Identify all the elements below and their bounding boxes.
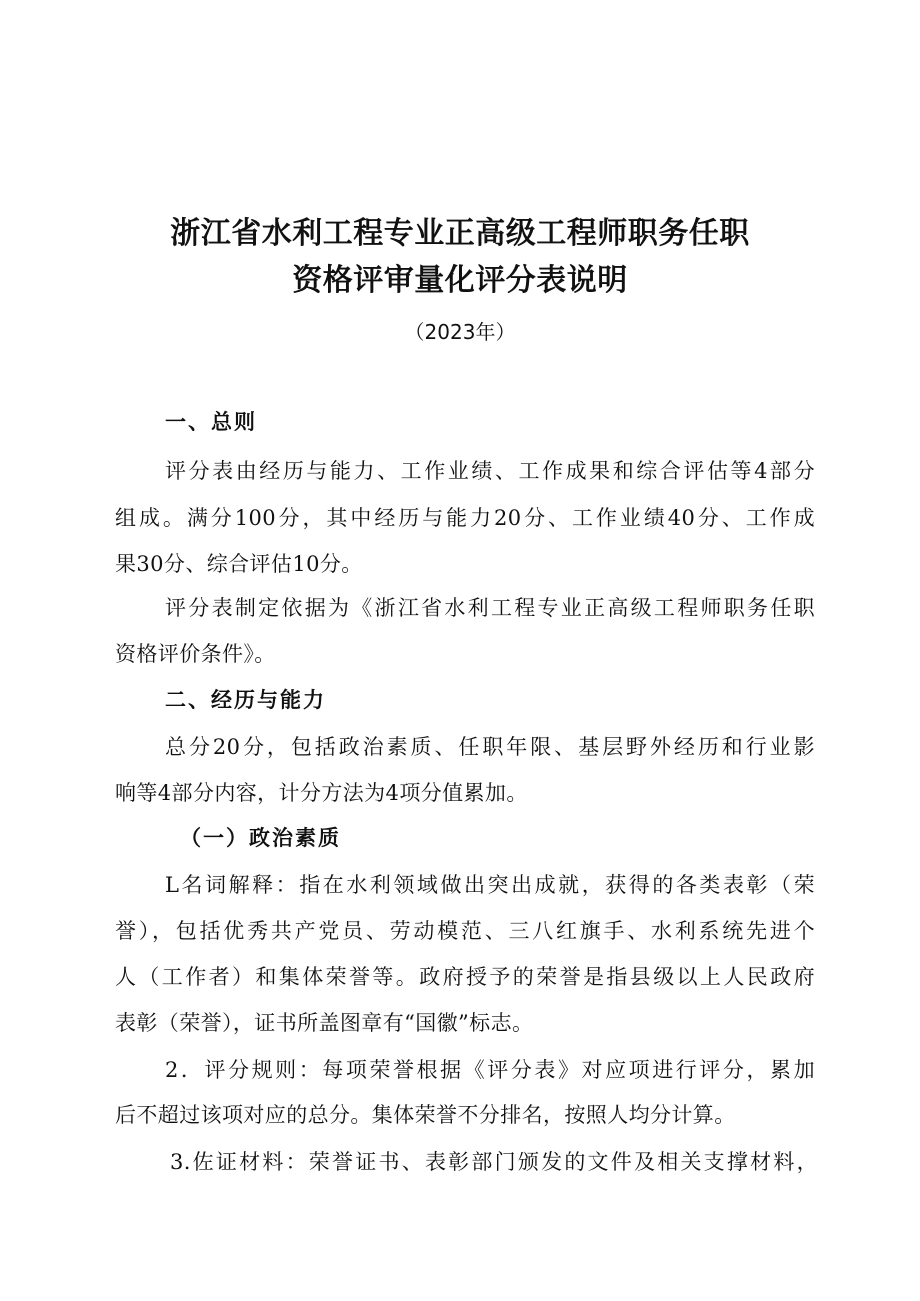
- section-heading-general: 一、总则: [165, 410, 257, 434]
- paragraph-line: 评分表由经历与能力、工作业绩、工作成果和综合评估等4部分: [165, 459, 815, 483]
- paragraph-line: 响等4部分内容，计分方法为4项分值累加。: [115, 781, 528, 805]
- paragraph-line: 3.佐证材料：荣誉证书、表彰部门颁发的文件及相关支撑材料，: [170, 1150, 818, 1174]
- paragraph-line: 誉），包括优秀共产党员、劳动模范、三八红旗手、水利系统先进个: [115, 919, 815, 943]
- document-year: （2023年）: [404, 320, 516, 344]
- paragraph-line: 人（工作者）和集体荣誉等。政府授予的荣誉是指县级以上人民政府: [115, 965, 815, 989]
- paragraph-line: 组成。满分100分，其中经历与能力20分、工作业绩40分、工作成: [115, 506, 815, 530]
- subsection-heading-political: （一）政治素质: [180, 826, 341, 850]
- paragraph-line: 表彰（荣誉），证书所盖图章有“国徽”标志。: [115, 1011, 534, 1035]
- paragraph-line: L名词解释：指在水利领域做出突出成就，获得的各类表彰（荣: [165, 873, 815, 897]
- document-title-line-2: 资格评审量化评分表说明: [292, 263, 628, 298]
- section-heading-experience: 二、经历与能力: [165, 688, 326, 712]
- paragraph-line: 果30分、综合评估10分。: [115, 552, 363, 576]
- paragraph-line: 总分20分，包括政治素质、任职年限、基层野外经历和行业影: [165, 735, 815, 759]
- paragraph-line: 2．评分规则：每项荣誉根据《评分表》对应项进行评分，累加: [165, 1058, 815, 1082]
- document-title-line-1: 浙江省水利工程专业正高级工程师职务任职: [170, 216, 750, 251]
- paragraph-line: 后不超过该项对应的总分。集体荣誉不分排名，按照人均分计算。: [115, 1103, 736, 1127]
- paragraph-line: 资格评价条件》。: [115, 642, 276, 666]
- paragraph-line: 评分表制定依据为《浙江省水利工程专业正高级工程师职务任职: [165, 596, 815, 620]
